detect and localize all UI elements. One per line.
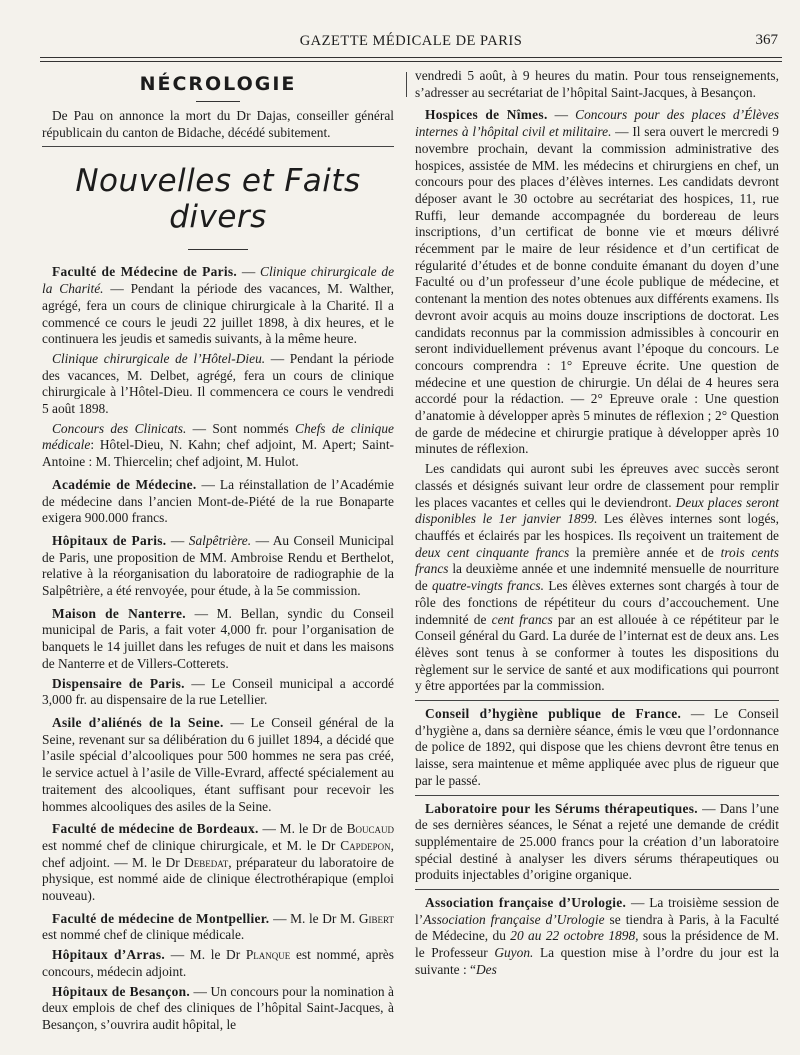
item-laboratoire: Laboratoire pour les Sérums thérapeutiques. — Dans l’une de ses dernières séances, le Sénat a rejeté une demande de crédit supplémentaire de 25.000 francs pour la création d’un laboratoire spécial destiné à analyser les divers sérums thérapeutiques ou produits injectables d’origine organique. [415, 800, 779, 883]
item-arras: Hôpitaux d’Arras. — M. le Dr Planque est nommé, après concours, médecin adjoint. [42, 947, 394, 979]
item-text: La troisième session de l’ [415, 895, 779, 927]
item-emphasis: Guyon. [494, 945, 534, 961]
item-text: Le Conseil municipal a accordé 3,000 fr. au dispensaire de la rue Letellier. [42, 675, 394, 708]
item-text: se tiendra à Paris, à la Faculté de Médecine, du [415, 911, 779, 944]
item-heading: Faculté de médecine de Montpellier. [52, 910, 270, 926]
item-text: La réinstallation de l’Académie de médecine dans l’ancien Mont-de-Piété de la rue Bonaparte exigera 900.000 francs. [42, 476, 394, 526]
section-rule [415, 700, 779, 701]
item-nimes-cont [415, 461, 779, 695]
item-conseil-hygiene: Conseil d’hygiène publique de France. — Le Conseil d’hygiène a, dans sa dernière séance, émis le vœu que l’ordonnance de police de 1892, qui dispose que les chiens devront être tenus en laisse, sera maintenue et même appliquée avec plus de rigueur que par le passé. [415, 706, 779, 788]
item-text: la deuxième année et une indemnité mensuelle de nourriture de [415, 561, 779, 594]
item-heading: Faculté de Médecine de Paris. [52, 264, 238, 280]
column-divider [406, 72, 407, 97]
item-heading: Hôpitaux d’Arras. [52, 947, 166, 963]
item-text: Il sera ouvert le mercredi 9 novembre prochain, devant la commission administrative des hospices, assistée de MM. les médecins et chirurgiens en chef, un concours pour des places d’élèves internes. Les candidats devront déposer avant le 30 octobre au secrétariat des hospices, 11, rue Ruffi, leur demande accompagnée du bordereau de leurs inscriptions, d’un certificat de bonne vie et mœurs délivré récemment par le maire de leur résidence et d’un certificat de régularité d’études et de bonne conduite émanant du doyen d’une Faculté ou d’un professeur d’une école publique de médecine, et contenant la mention des notes obtenues aux différents examens. Ils devront avoir acquis au moins douze inscriptions de doctorat. Les candidats reconnus par la commission admissibles à concourir en seront individuellement prévenus avant l’époque du concours. Le concours comprendra : 1° Epreuve écrite. Une question de médecine et une question de chirurgie. Un délai de 4 heures sera accordé pour la rédaction. — 2° Epreuve orale : Une question d’anatomie à développer après 5 minutes de réflexion ; 2° Question de garde de médecine et chirurgie pratique à développer après 10 minutes de réflexion. [415, 124, 779, 457]
item-text: Les candidats qui auront subi les épreuves avec succès seront classés et désignés suivant leur ordre de classement pour remplir les places vacantes et celles qui le deviendront. [415, 461, 779, 510]
item-heading: Hôpitaux de Paris. [52, 532, 167, 548]
item-subheading: Concours des Clinicats. [52, 420, 187, 436]
page-number: 367 [755, 32, 778, 48]
item-academie: Académie de Médecine. — La réinstallation de l’Académie de médecine dans l’ancien Mont-de-Piété de la rue Bonaparte exigera 900.000 francs. [42, 476, 394, 526]
item-heading: Conseil d’hygiène publique de France. [425, 706, 682, 722]
item-heading: Asile d’aliénés de la Seine. [52, 714, 224, 730]
necrologie-text: De Pau on annonce la mort du Dr Dajas, conseiller général républicain du canton de Bidache, décédé subitement. [42, 108, 394, 140]
page-header [40, 30, 782, 54]
item-emphasis: deux cent cinquante francs [415, 544, 570, 560]
item-text: préparateur du laboratoire de physique, est nommé aide de clinique électrothérapique (emploi nouveau). [42, 854, 395, 904]
item-besancon-cont: vendredi 5 août, à 9 heures du matin. Pour tous renseignements, s’adresser au secrétariat de l’hôpital Saint-Jacques, à Besançon. [415, 68, 779, 100]
section-rule [415, 889, 779, 890]
item-emphasis: Deux places seront disponibles le 1er janvier 1899. [415, 494, 779, 527]
item-text: par an est allouée à ce répétiteur par le Conseil général du Gard. La durée de l’internat est de deux ans. Les élèves sont tenus à se conformer à toutes les dispositions du règlement sur le service de santé et aux modifications qui pourront y être apportées par la commission. [415, 611, 779, 694]
header-rule [40, 57, 782, 58]
item-text: M. Bellan, syndic du Conseil municipal de Paris, a fait voter 4,000 fr. pour l’organisation de banquets le 14 juillet dans les refuges de nuit et dans les maisons de Nanterre et de Villers-Cotterets. [42, 605, 394, 671]
item-heading: Maison de Nanterre. [52, 605, 186, 621]
item-text: chef adjoint. — M. le Dr [42, 854, 180, 870]
item-nanterre: Maison de Nanterre. — M. Bellan, syndic du Conseil municipal de Paris, a fait voter 4,000 fr. pour l’organisation de banquets le 14 juillet dans les refuges de nuit et dans les maisons de Nanterre et de Villers-Cotterets. [42, 605, 394, 671]
item-urologie: Association française d’Urologie. — La troisième session de l’Association française d’Urologie se tiendra à Paris, à la Faculté de Médecine, du 20 au 22 octobre 1898, sous la présidence de M. le Professeur Guyon. La question mise à l’ordre du jour est la suivante : “Des [415, 895, 779, 977]
person-name: Debedat, [184, 854, 232, 870]
item-besancon: Hôpitaux de Besançon. — Un concours pour la nomination à deux emplois de chef des cliniques de l’hôpital Saint-Jacques, à Besançon, s’ouvrira audit hôpital, le [42, 983, 394, 1032]
nouvelles-title: Nouvelles et Faits divers [75, 163, 361, 236]
item-nimes: Hospices de Nîmes. — Concours pour des places d’Élèves internes à l’hôpital civil et militaire. — Il sera ouvert le mercredi 9 novembre prochain, devant la commission administrative des hospices, assistée de MM. les médecins et chirurgiens en chef, un concours pour des places d’élèves internes. Les candidats devront déposer avant le 30 octobre au secrétariat des hospices, 11, rue Ruffi, leur demande accompagnée du bordereau de leurs inscriptions, d’un certificat de bonne vie et mœurs délivré récemment par le maire de leur résidence et d’un certificat de régularité d’études et de bonne conduite émanant du doyen d’une Faculté ou d’un professeur d’une école publique de médecine, et contenant la mention des notes obtenues aux différents examens. Ils devront avoir acquis au moins douze inscriptions de doctorat. Les candidats reconnus par la commission admissibles à concourir en seront individuellement prévenus avant l’époque du concours. Le concours comprendra : 1° Epreuve écrite. Une question de médecine et une question de chirurgie. Un délai de 4 heures sera accordé pour la rédaction. — 2° Epreuve orale : Une question d’anatomie à développer après 5 minutes de réflexion ; 2° Question de garde de médecine et chirurgie pratique à développer après 10 minutes de réflexion. [415, 107, 780, 457]
item-heading: Faculté de médecine de Bordeaux. [52, 821, 259, 837]
item-heading: Hospices de Nîmes. [425, 107, 548, 123]
item-text: Le Conseil d’hygiène a, dans sa dernière séance, émis le vœu que l’ordonnance de police de 1892, qui dispose que les chiens devront être tenus en laisse, sera maintenue et même appliquée avec plus de rigueur que par le passé. [415, 706, 779, 788]
item-hopitaux-paris: Hôpitaux de Paris. — Salpêtrière. — Au Conseil Municipal de Paris, une proposition de MM. Ambroise Rendu et Berthelot, relative à la réorganisation du laboratoire de radiographie de la Salpêtrière, a été renvoyée, pour étude, à la 5e commission. [42, 532, 394, 599]
necrologie-rule [196, 101, 240, 102]
item-faculte-paris: Faculté de Médecine de Paris. — Clinique chirurgicale de la Charité. — Pendant la période des vacances, M. Walther, agrégé, fera un cours de clinique chirurgicale à la Charité. Il a commencé ce cours le jeudi 22 juillet 1898, à dix heures, et le continuera les jeudis et samedis suivants, à la même heure. [42, 264, 395, 347]
section-rule [42, 146, 394, 147]
item-text: sous la présidence de M. le Professeur [415, 928, 779, 961]
person-name: Planque [245, 947, 291, 963]
left-column [42, 68, 394, 1037]
item-text: Le Conseil général de la Seine, revenant sur sa délibération du 6 juillet 1894, a décidé que l’asile spécial d’alcooliques pour 500 hommes ne sera pas créé, le service actuel à l’asile de Ville-Evrard, affecté spécialement au traitement des alcooliques, étant suffisant pour recevoir les hommes alcooliques des asiles de la Seine. [42, 714, 394, 814]
item-heading: Association française d’Urologie. [425, 895, 627, 911]
item-emphasis: cent francs [491, 611, 553, 627]
item-emphasis: Association française d’Urologie [423, 911, 605, 927]
item-emphasis: quatre-vingts francs. [431, 578, 544, 594]
item-heading: Laboratoire pour les Sérums thérapeutiques. [425, 800, 698, 816]
right-column [415, 68, 779, 982]
item-text: est nommé chef de clinique chirurgicale, et M. le Dr [42, 837, 336, 853]
item-text: M. le Dr de [279, 821, 343, 837]
item-text: est nommé chef de clinique médicale. [42, 927, 245, 943]
item-dispensaire: Dispensaire de Paris. — Le Conseil municipal a accordé 3,000 fr. au dispensaire de la rue Letellier. [42, 675, 394, 708]
item-montpellier: Faculté de médecine de Montpellier. — M. le Dr M. Gibert est nommé chef de clinique médicale. [42, 910, 394, 943]
necrologie-title: NÉCROLOGIE [139, 73, 297, 95]
item-text: M. le Dr M. [290, 910, 356, 926]
item-text: Au Conseil Municipal de Paris, une proposition de MM. Ambroise Rendu et Berthelot, relative à la réorganisation du laboratoire de radiographie de la Salpêtrière, a été renvoyée, pour étude, à la 5e commission. [42, 532, 394, 599]
item-text: est nommé, après concours, médecin adjoint. [42, 947, 394, 979]
item-subheading: Chefs de clinique médicale [42, 420, 394, 453]
item-emphasis: trois cents francs [415, 544, 779, 577]
item-text: : Hôtel-Dieu, N. Kahn; chef adjoint, M. Apert; Saint-Antoine : M. Thiercelin; chef adjoint, M. Hulot. [42, 437, 394, 470]
header-rule-2 [40, 61, 782, 62]
item-text: Un concours pour la nomination à deux emplois de chef des cliniques de l’hôpital Saint-Jacques, à Besançon, s’ouvrira audit hôpital, le [42, 983, 394, 1032]
nouvelles-rule [188, 249, 248, 250]
item-emphasis: 20 au 22 octobre 1898, [510, 928, 639, 944]
item-emphasis: Des [475, 961, 497, 977]
item-subheading: Clinique chirurgicale de l’Hôtel-Dieu. [52, 350, 266, 366]
item-text: La question mise à l’ordre du jour est la suivante : “ [415, 945, 779, 977]
item-hotel-dieu: Clinique chirurgicale de l’Hôtel-Dieu. — Pendant la période des vacances, M. Delbet, agrégé, fera un cours de clinique chirurgicale à l’Hôtel-Dieu. Il commencera ce cours le vendredi 5 août 1898. [42, 350, 394, 417]
item-subheading: Concours pour des places d’Élèves internes à l’hôpital civil et militaire. [415, 107, 780, 140]
item-subheading: Salpêtrière. [188, 532, 252, 548]
item-text: M. le Dr [189, 947, 241, 963]
item-text: Dans l’une de ses dernières séances, le Sénat a rejeté une demande de crédit supplémentaire de 25.000 francs pour la création d’un laboratoire spécial destiné à analyser les divers sérums thérapeutiques ou produits injectables d’origine organique. [415, 800, 779, 883]
item-heading: Dispensaire de Paris. [52, 675, 185, 691]
item-asile: Asile d’aliénés de la Seine. — Le Conseil général de la Seine, revenant sur sa délibération du 6 juillet 1894, a décidé que l’asile spécial d’alcooliques pour 500 hommes ne sera pas créé, le service actuel à l’asile de Ville-Evrard, affecté spécialement au traitement des alcooliques, étant suffisant pour recevoir les hommes alcooliques des asiles de la Seine. [42, 714, 394, 814]
item-heading: Académie de Médecine. [52, 476, 197, 492]
person-name: Capdepon, [340, 837, 394, 853]
item-text: Les élèves internes sont logés, chauffés et éclairés par les hospices. Ils reçoivent un traitement de [415, 511, 779, 543]
item-subheading: Clinique chirurgicale de la Charité. [42, 264, 395, 297]
item-bordeaux: Faculté de médecine de Bordeaux. — M. le Dr de Boucaud est nommé chef de clinique chirurgicale, et M. le Dr Capdepon, chef adjoint. — M. le Dr Debedat, préparateur du laboratoire de physique, est nommé aide de clinique électrothérapique (emploi nouveau). [42, 821, 395, 904]
person-name: Gibert [358, 910, 394, 926]
item-text: Pendant la période des vacances, M. Walther, agrégé, fera un cours de clinique chirurgicale à la Charité. Il a commencé ce cours le jeudi 22 juillet 1898, à dix heures, et le continuera les jeudis et samedis suivants, à la même heure. [42, 281, 394, 347]
person-name: Boucaud [346, 821, 394, 837]
item-text: Les élèves externes sont chargés à tour de rôle des fonctions de répétiteur du cours d’accouchement. Une indemnité de [415, 578, 779, 627]
item-heading: Hôpitaux de Besançon. [52, 983, 190, 999]
item-clinicats: Concours des Clinicats. — Sont nommés Chefs de clinique médicale: Hôtel-Dieu, N. Kahn; chef adjoint, M. Apert; Saint-Antoine : M. Thiercelin; chef adjoint, M. Hulot. [42, 420, 394, 470]
section-rule [415, 795, 779, 796]
item-text: la première année et de [575, 544, 714, 560]
running-title: GAZETTE MÉDICALE DE PARIS [299, 33, 523, 49]
item-text: Sont nommés [212, 420, 289, 436]
item-text: Pendant la période des vacances, M. Delbet, agrégé, fera un cours de clinique chirurgicale à l’Hôtel-Dieu. Il commencera ce cours le vendredi 5 août 1898. [42, 350, 394, 417]
